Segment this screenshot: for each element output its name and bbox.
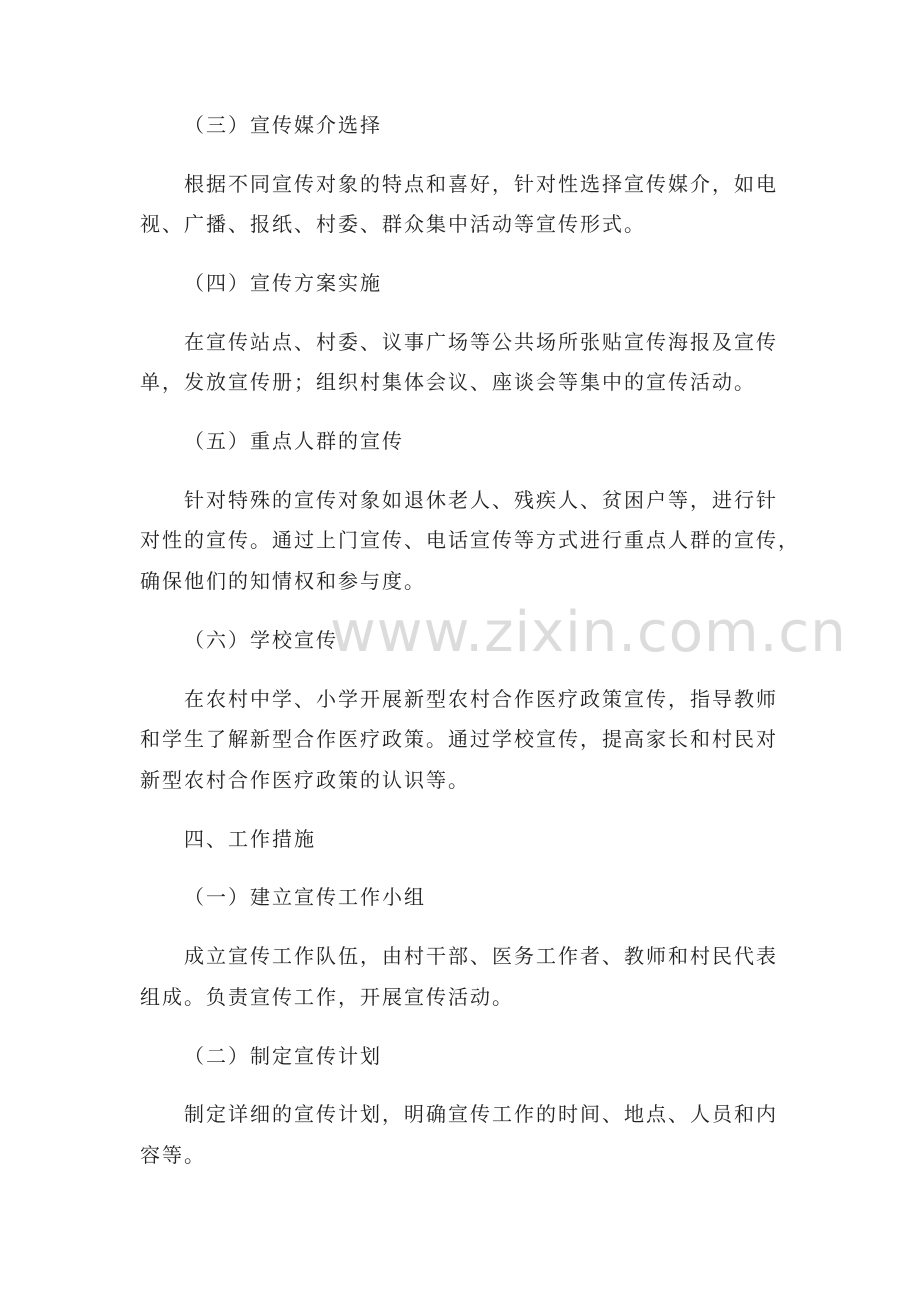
paragraph-line: 成立宣传工作队伍，由村干部、医务工作者、教师和村民代表 [184,944,778,968]
heading-media-selection: （三）宣传媒介选择 [184,113,382,137]
section-heading-work-measures: 四、工作措施 [184,827,316,851]
heading-school-publicity: （六）学校宣传 [184,628,338,652]
heading-key-groups: （五）重点人群的宣传 [184,429,404,453]
paragraph-line: 和学生了解新型合作医疗政策。通过学校宣传，提高家长和村民对 [140,727,778,751]
heading-publicity-plan: （二）制定宣传计划 [184,1044,382,1068]
paragraph-line: 对性的宣传。通过上门宣传、电话宣传等方式进行重点人群的宣传， [140,528,800,552]
heading-plan-implementation: （四）宣传方案实施 [184,271,382,295]
paragraph-line: 组成。负责宣传工作，开展宣传活动。 [140,985,514,1009]
paragraph-line: 针对特殊的宣传对象如退休老人、残疾人、贫困户等，进行针 [184,488,778,512]
paragraph-line: 在宣传站点、村委、议事广场等公共场所张贴宣传海报及宣传 [184,330,778,354]
paragraph-line: 新型农村合作医疗政策的认识等。 [140,768,470,792]
paragraph-line: 容等。 [140,1143,206,1167]
heading-publicity-group: （一）建立宣传工作小组 [184,885,426,909]
paragraph-line: 单，发放宣传册；组织村集体会议、座谈会等集中的宣传活动。 [140,370,756,394]
paragraph-line: 在农村中学、小学开展新型农村合作医疗政策宣传，指导教师 [184,687,778,711]
paragraph-line: 确保他们的知情权和参与度。 [140,569,426,593]
watermark: www.zixin.com.cn [330,600,847,665]
paragraph-line: 视、广播、报纸、村委、群众集中活动等宣传形式。 [140,212,646,236]
paragraph-line: 制定详细的宣传计划，明确宣传工作的时间、地点、人员和内 [184,1102,778,1126]
paragraph-line: 根据不同宣传对象的特点和喜好，针对性选择宣传媒介，如电 [184,172,778,196]
